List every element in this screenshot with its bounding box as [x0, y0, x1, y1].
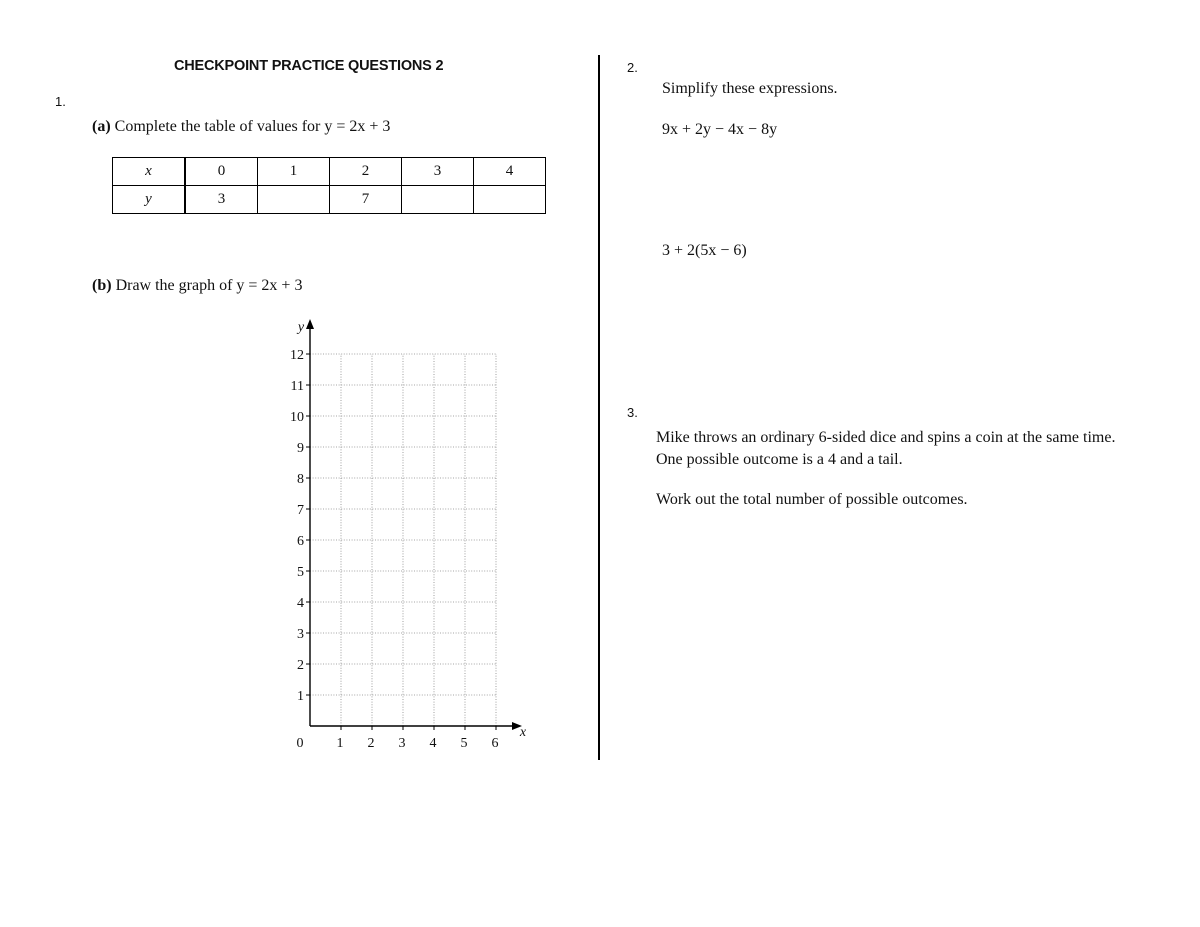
x-tick-label: 4: [429, 736, 437, 751]
expression-2: 3 + 2(5x − 6): [662, 242, 747, 259]
table-cell-x: 4: [474, 158, 546, 186]
part-a-label: (a): [92, 118, 111, 135]
y-tick-label: 11: [290, 379, 304, 394]
table-cell-x: 0: [185, 158, 258, 186]
table-row-x: [113, 158, 546, 186]
x-tick-label: 3: [398, 736, 406, 751]
question-2-number: 2.: [627, 60, 638, 75]
y-tick-label: 4: [297, 596, 304, 611]
table-cell-y[interactable]: [258, 186, 330, 214]
table-cell-x: 3: [402, 158, 474, 186]
table-cell-y[interactable]: [402, 186, 474, 214]
y-tick-label: 8: [297, 472, 304, 487]
table-header-y: y: [113, 186, 186, 214]
question-2-instruction: Simplify these expressions.: [662, 80, 838, 97]
question-1a: [92, 118, 390, 136]
table-cell-x: 2: [330, 158, 402, 186]
y-tick-label: 12: [290, 348, 304, 363]
part-b-text: Draw the graph of: [115, 277, 233, 294]
question-3-line-2: One possible outcome is a 4 and a tail.: [656, 451, 903, 468]
y-axis-label: y: [297, 320, 305, 335]
x-axis-label: x: [519, 725, 527, 740]
table-cell-y[interactable]: 3: [185, 186, 258, 214]
y-tick-label: 1: [297, 689, 304, 704]
y-tick-label: 2: [297, 658, 304, 673]
x-tick-label: 6: [491, 736, 499, 751]
table-header-x: x: [113, 158, 186, 186]
y-tick-label: 9: [297, 441, 304, 456]
table-cell-x: 1: [258, 158, 330, 186]
origin-label: 0: [296, 736, 304, 751]
x-tick-label: 5: [460, 736, 468, 751]
question-3-line-3: Work out the total number of possible outcomes.: [656, 491, 968, 508]
x-tick-label: 2: [367, 736, 375, 751]
part-a-text: Complete the table of values for: [114, 118, 321, 135]
question-3-line-1: Mike throws an ordinary 6-sided dice and spins a coin at the same time.: [656, 429, 1116, 446]
expression-1: 9x + 2y − 4x − 8y: [662, 121, 778, 138]
part-a-equation: y = 2x + 3: [324, 118, 391, 135]
y-axis-arrow-icon: [306, 319, 314, 329]
question-3-number: 3.: [627, 405, 638, 420]
x-tick-label: 1: [336, 736, 344, 751]
y-tick-label: 5: [297, 565, 304, 580]
values-table: [112, 157, 546, 214]
page-title: CHECKPOINT PRACTICE QUESTIONS 2: [174, 58, 444, 74]
y-tick-label: 6: [297, 534, 304, 549]
question-1b: [92, 277, 302, 295]
y-tick-label: 10: [290, 410, 304, 425]
table-cell-y[interactable]: 7: [330, 186, 402, 214]
blank-graph-grid[interactable]: [270, 315, 530, 755]
table-row-y: [113, 186, 546, 214]
y-tick-label: 7: [297, 503, 304, 518]
part-b-equation: y = 2x + 3: [236, 277, 303, 294]
y-tick-label: 3: [297, 627, 304, 642]
part-b-label: (b): [92, 277, 112, 294]
column-divider: [598, 55, 600, 760]
table-cell-y[interactable]: [474, 186, 546, 214]
question-1-number: 1.: [55, 94, 66, 109]
